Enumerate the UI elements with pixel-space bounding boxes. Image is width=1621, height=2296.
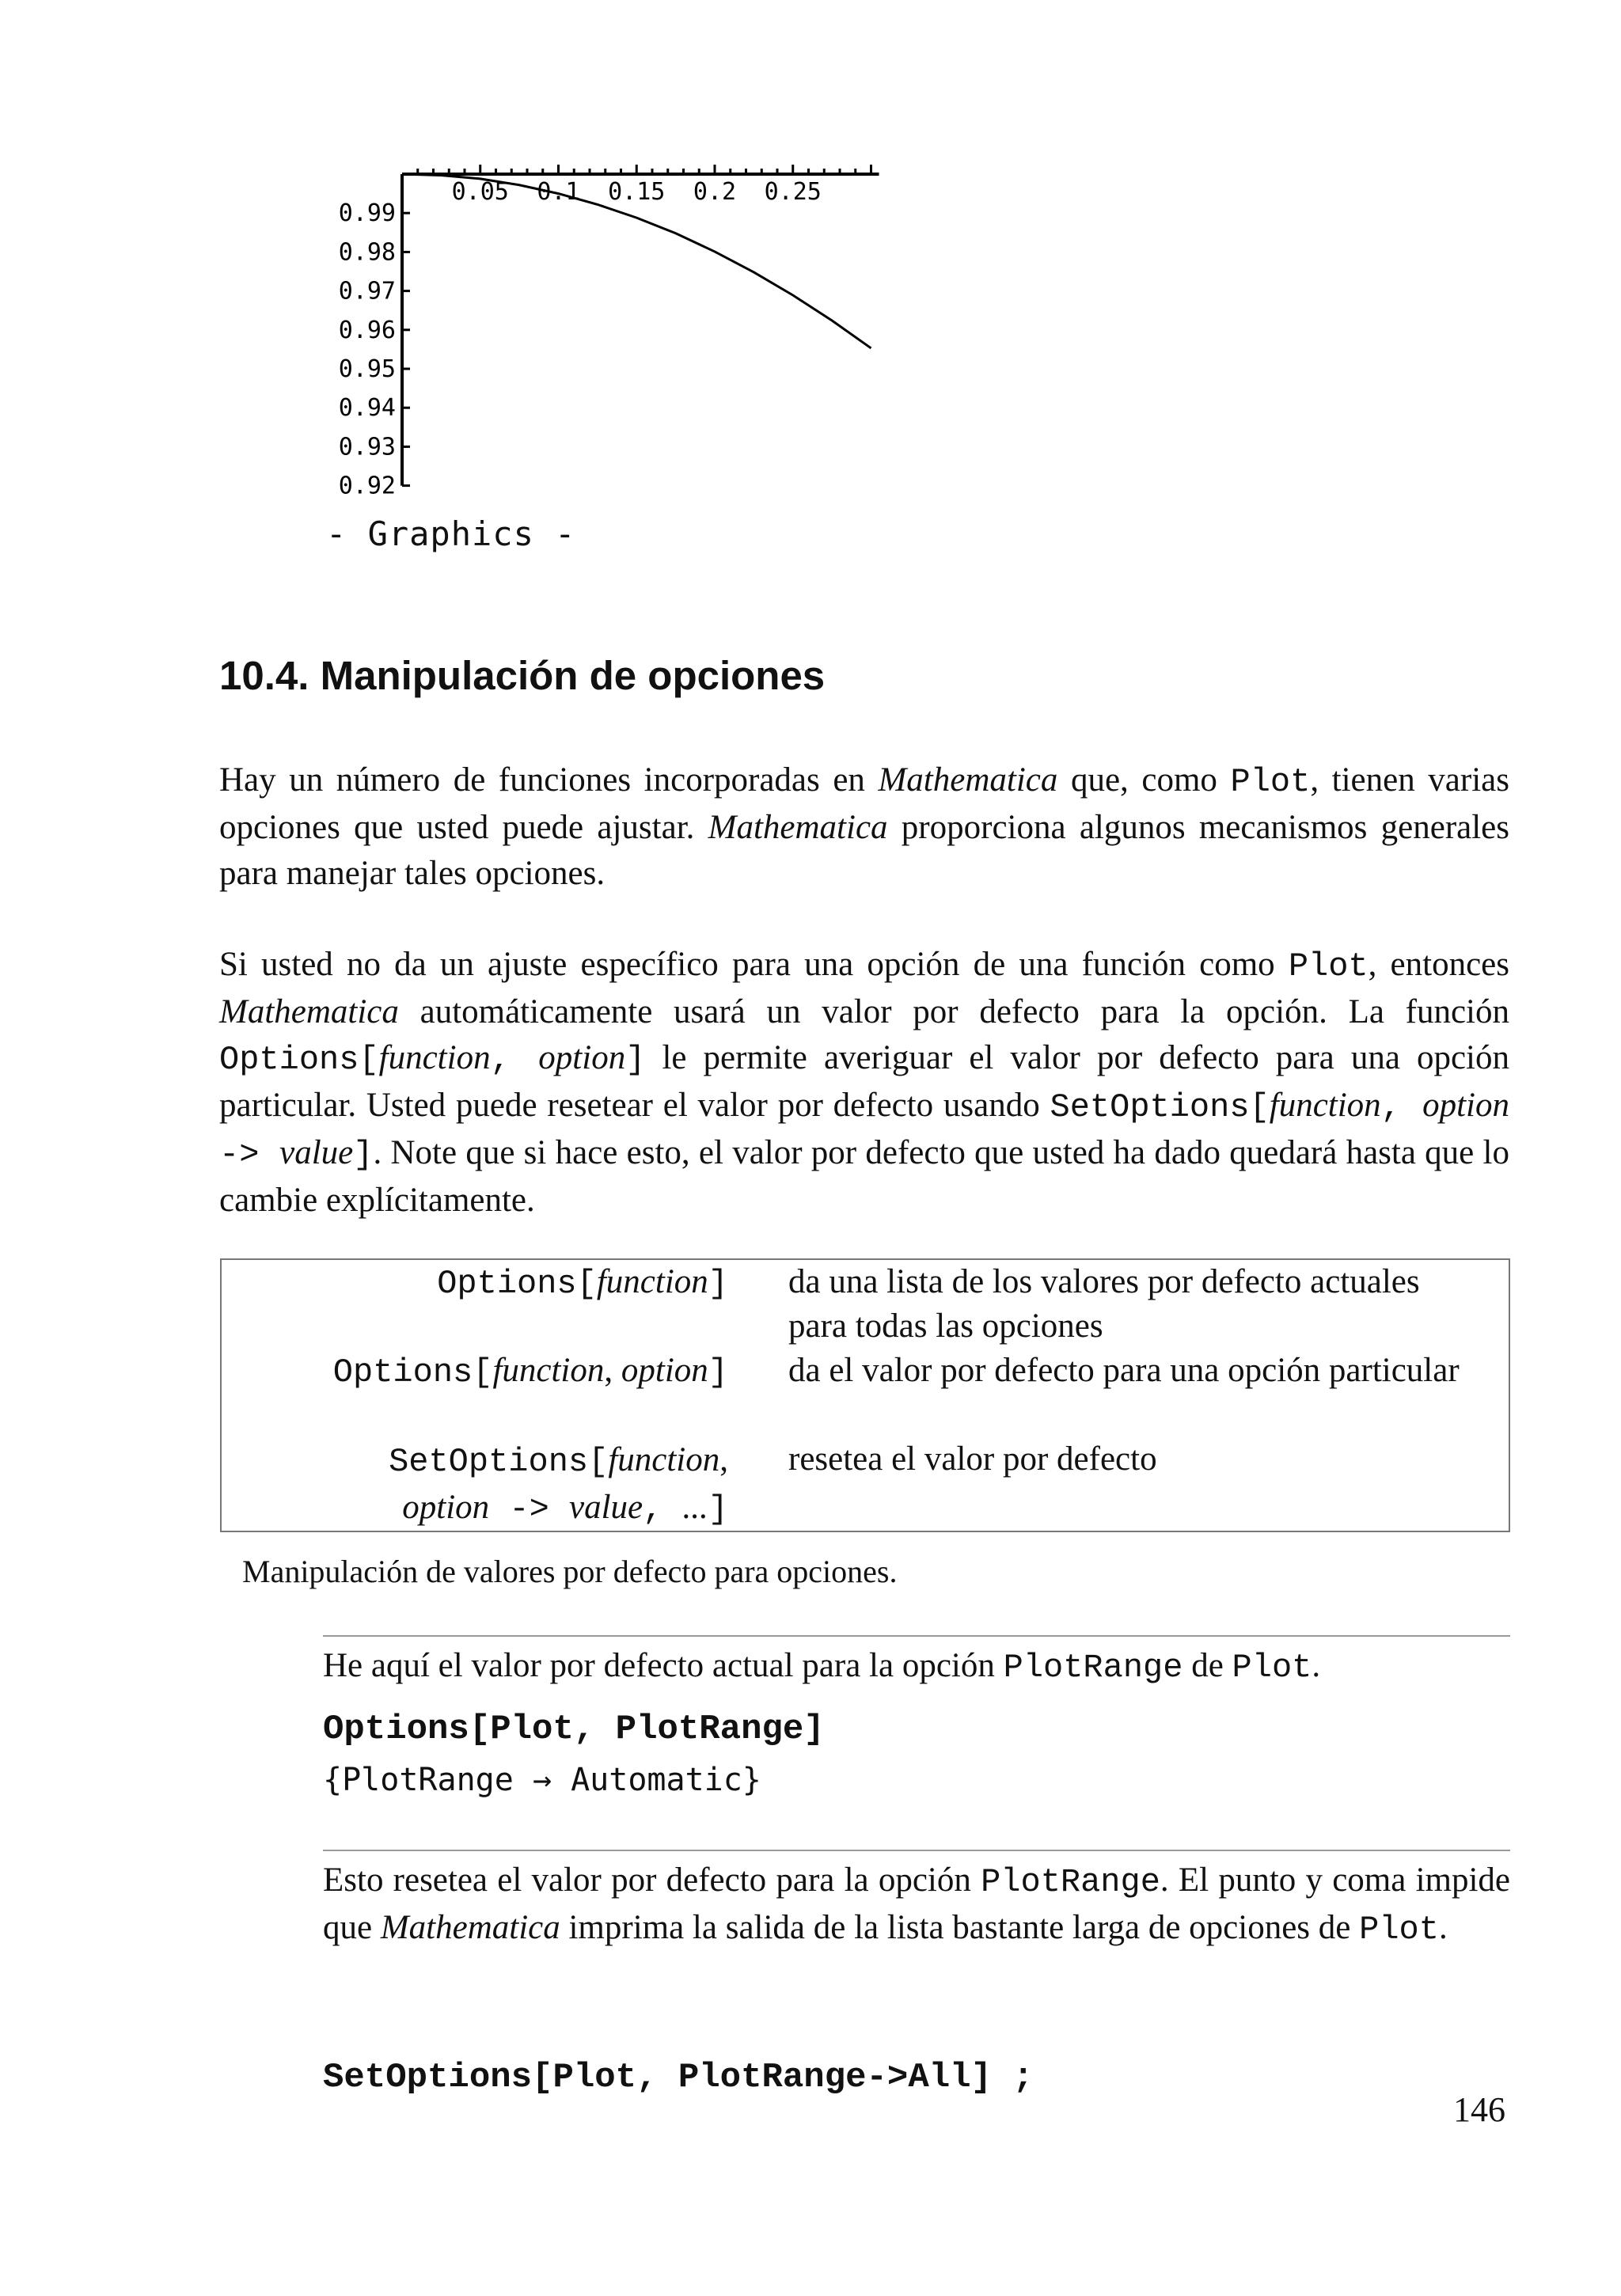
table-caption: Manipulación de valores por defecto para opciones. <box>242 1554 898 1589</box>
y-tick-label: 0.92 <box>338 472 396 500</box>
y-tick-label: 0.94 <box>338 394 396 423</box>
input-cell: SetOptions[Plot, PlotRange->All] ; <box>323 2058 1034 2097</box>
y-tick-label: 0.99 <box>338 199 396 228</box>
options-paragraph: Si usted no da un ajuste específico para una opción de una función como Plot, entonces Mathematica automáticamente usará un valor por defecto para la opción. La función Options[function, option] le permite averiguar el valor por defecto para una opción particular. Usted puede resetear el valor por defecto usando SetOptions[function, option -> value]. Note que si hace esto, el valor por defecto que usted ha dado quedará hasta que lo cambie explícitamente. <box>219 946 1509 1219</box>
y-tick-label: 0.97 <box>338 277 396 306</box>
x-tick-label: 0.05 <box>451 178 509 206</box>
inline-code: Plot <box>1230 763 1311 801</box>
graphics-label: - Graphics - <box>326 514 576 553</box>
x-tick-label: 0.25 <box>764 178 822 206</box>
table-command-cell: SetOptions[function, option -> value, ...] <box>389 1441 728 1528</box>
intro-paragraph: Hay un número de funciones incorporadas en Mathematica que, como Plot, tienen varias opciones que usted puede ajustar. Mathematica proporciona algunos mecanismos generales para manejar tales opciones. <box>219 761 1509 892</box>
output-cell: {PlotRange → Automatic} <box>323 1762 761 1798</box>
x-tick-label: 0.15 <box>608 178 666 206</box>
page-number: 146 <box>1453 2090 1505 2129</box>
x-tick-label: 0.2 <box>693 178 737 206</box>
table-command-cell: Options[function] <box>437 1263 728 1303</box>
table-command-cell: Options[function, option] <box>332 1352 728 1391</box>
options-table <box>220 1258 1510 1532</box>
input-cell: Options[Plot, PlotRange] <box>323 1710 825 1749</box>
y-tick-labels <box>339 199 396 499</box>
y-tick-label: 0.93 <box>338 433 396 461</box>
example-note: Esto resetea el valor por defecto para la opción PlotRange. El punto y coma impide que Mathematica imprima la salida de la lista bastante larga de opciones de Plot. <box>323 1861 1510 1949</box>
example-note: He aquí el valor por defecto actual para la opción PlotRange de Plot. <box>323 1647 1321 1687</box>
y-tick-label: 0.96 <box>338 316 396 344</box>
plot-axes <box>402 165 879 486</box>
x-tick-label: 0.1 <box>537 178 580 206</box>
y-tick-label: 0.98 <box>338 238 396 267</box>
y-tick-label: 0.95 <box>338 355 396 383</box>
table-description-cell: resetea el valor por defecto <box>788 1440 1157 1478</box>
section-heading: 10.4. Manipulación de opciones <box>219 653 826 698</box>
inline-code: Plot <box>1288 947 1369 985</box>
table-description-cell: da una lista de los valores por defecto actuales para todas las opciones <box>788 1263 1420 1345</box>
cell-divider <box>323 1850 1510 1851</box>
graphics-plot <box>301 150 934 507</box>
table-description-cell: da el valor por defecto para una opción particular <box>788 1352 1460 1389</box>
cell-divider <box>323 1635 1510 1637</box>
